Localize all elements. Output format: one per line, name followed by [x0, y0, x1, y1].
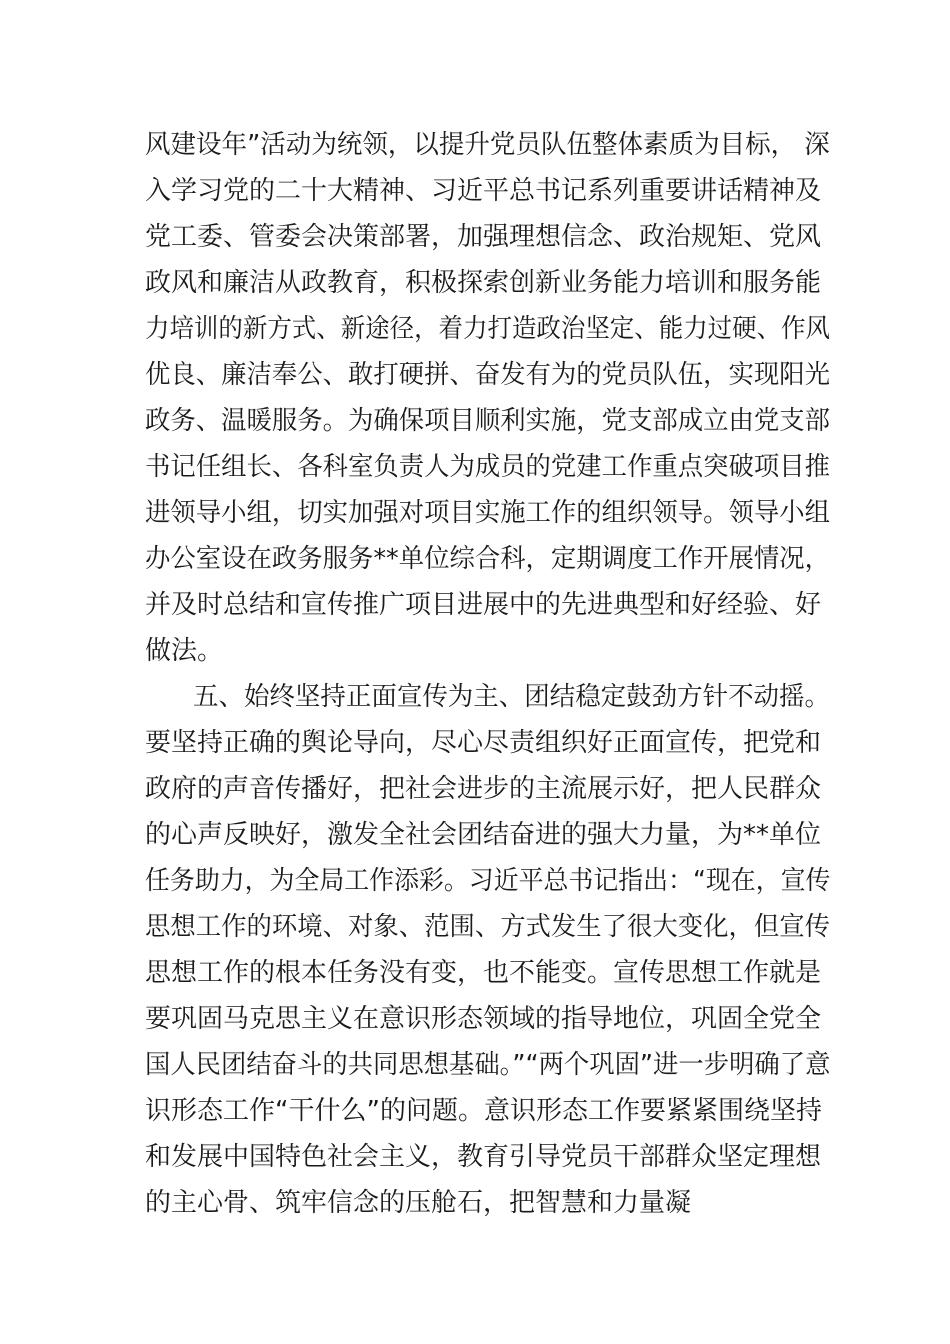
text-line: 和发展中国特色社会主义，教育引导党员干部群众坚定理想 — [145, 1142, 822, 1172]
text-line: 优良、廉洁奉公、敢打硬拼、奋发有为的党员队伍，实现阳光 — [145, 360, 831, 390]
text-line: 的主心骨、筑牢信念的压舱石，把智慧和力量凝 — [145, 1188, 692, 1218]
text-line: 政府的声音传播好，把社会进步的主流展示好，把人民群众 — [145, 774, 822, 804]
text-line: 办公室设在政务服务**单位综合科，定期调度工作开展情况， — [145, 544, 831, 574]
text-line: 政风和廉洁从政教育，积极探索创新业务能力培训和服务能 — [145, 268, 822, 298]
text-line: 识形态工作“干什么”的问题。意识形态工作要紧紧围绕坚持 — [145, 1096, 822, 1126]
section-heading-line: 五、始终坚持正面宣传为主、团结稳定鼓劲方针不动摇。 — [193, 682, 831, 712]
text-line: 的心声反映好，激发全社会团结奋进的强大力量，为**单位 — [145, 820, 822, 850]
text-line: 任务助力，为全局工作添彩。习近平总书记指出：“现在，宣传 — [145, 866, 831, 896]
text-line: 入学习党的二十大精神、习近平总书记系列重要讲话精神及 — [145, 176, 822, 206]
text-line: 思想工作的根本任务没有变，也不能变。宣传思想工作就是 — [145, 958, 822, 988]
text-line: 要坚持正确的舆论导向，尽心尽责组织好正面宣传，把党和 — [145, 728, 822, 758]
text-line: 政务、温暖服务。为确保项目顺利实施，党支部成立由党支部 — [145, 406, 831, 436]
text-line: 要巩固马克思主义在意识形态领域的指导地位，巩固全党全 — [145, 1004, 822, 1034]
text-line: 并及时总结和宣传推广项目进展中的先进典型和好经验、好 — [145, 590, 822, 620]
text-line: 思想工作的环境、对象、范围、方式发生了很大变化，但宣传 — [145, 912, 831, 942]
text-line: 党工委、管委会决策部署，加强理想信念、政治规矩、党风 — [145, 222, 822, 252]
text-line: 书记任组长、各科室负责人为成员的党建工作重点突破项目推 — [145, 452, 831, 482]
text-line: 风建设年”活动为统领，以提升党员队伍整体素质为目标， 深 — [145, 130, 830, 160]
text-line: 做法。 — [145, 636, 224, 666]
text-line: 国人民团结奋斗的共同思想基础。”“两个巩固”进一步明确了意 — [145, 1050, 831, 1080]
text-line: 力培训的新方式、新途径，着力打造政治坚定、能力过硬、作风 — [145, 314, 830, 344]
text-line: 进领导小组，切实加强对项目实施工作的组织领导。领导小组 — [145, 498, 831, 528]
